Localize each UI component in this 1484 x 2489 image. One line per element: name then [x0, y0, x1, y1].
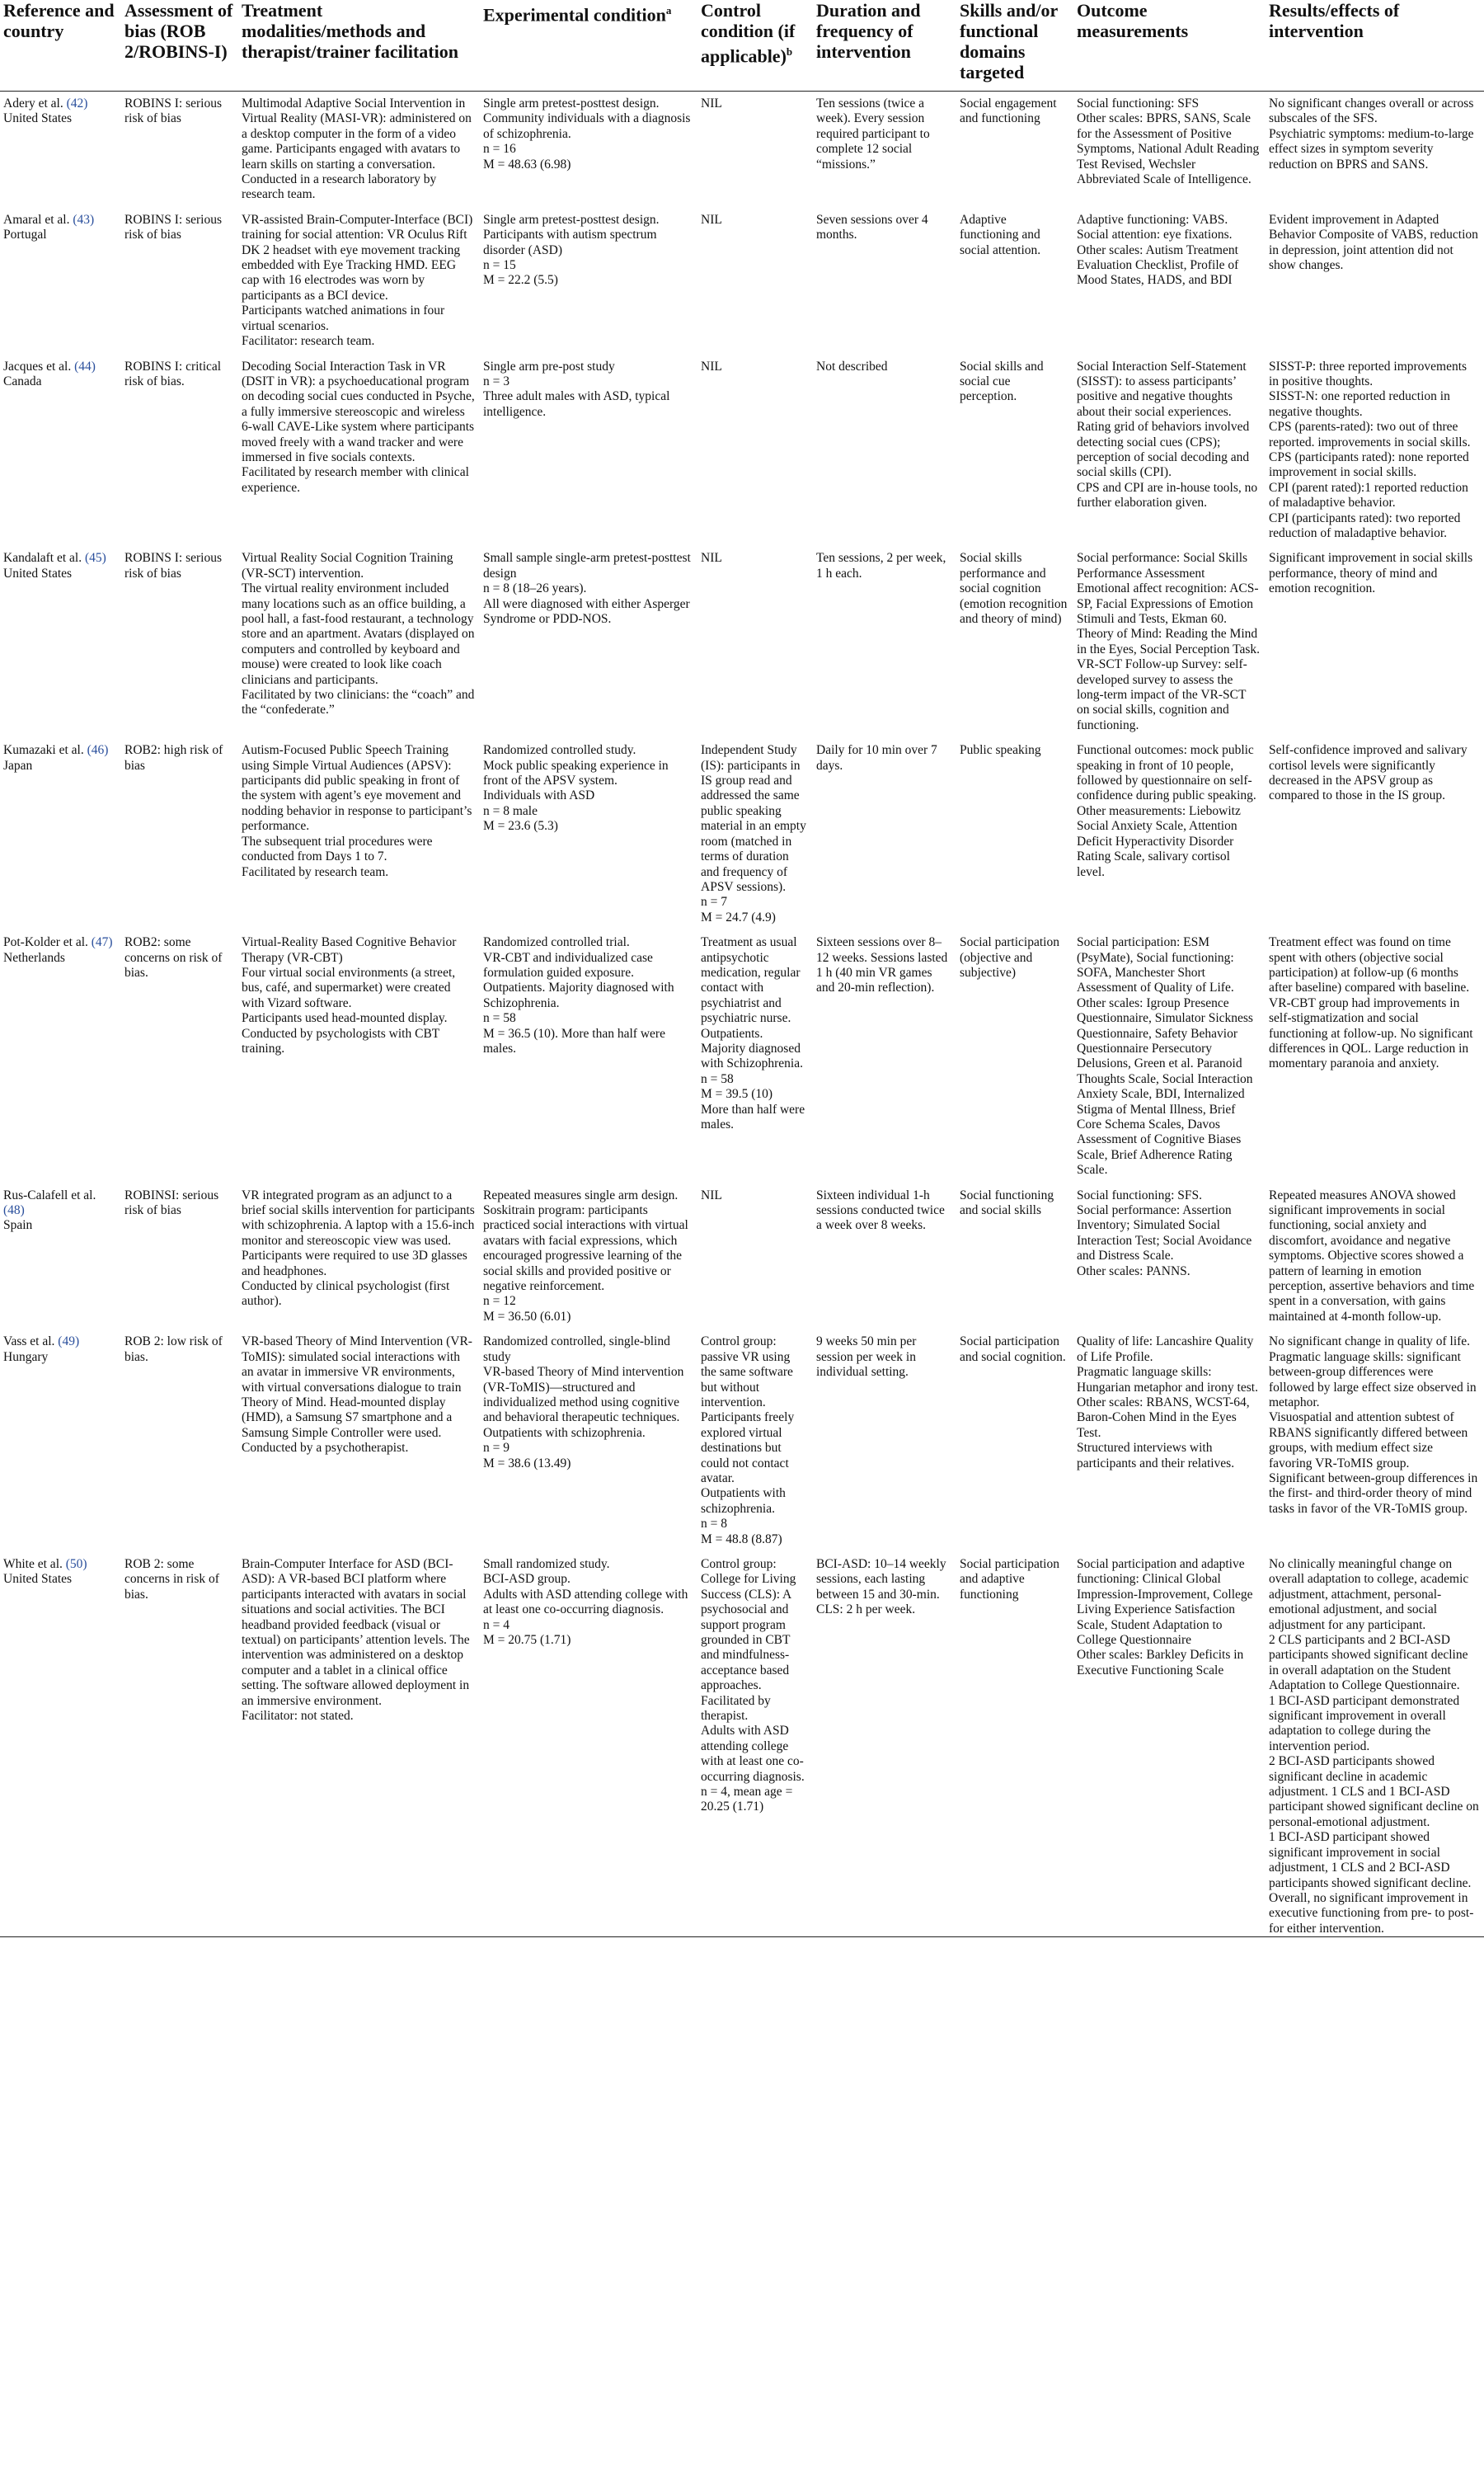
table-row	[0, 541, 1484, 733]
header-treatment-label: Treatment modalities/methods and therapist/trainer facilitation	[242, 0, 458, 62]
header-treatment	[238, 0, 480, 92]
cell-bias: ROBINS I: serious risk of bias	[124, 551, 222, 581]
cell-bias: ROB 2: some concerns in risk of bias.	[124, 1556, 219, 1602]
cell-control: Control group: passive VR using the same software but without intervention. Participants freely explored virtual destinations but could not contact avatar. Outpatients with schizophrenia. n = 8 M = 48.8 (8.87)	[701, 1334, 795, 1546]
cell-results: No significant change in quality of life. Pragmatic language skills: significant between-group differences were followed by large effect size observed in metaphor. Visuospatial and attention subtest of RBANS significantly differed between groups, with medium effect size favoring VR-ToMIS group. Significant between-group differences in the first- and third-order theory of mind tasks in favor of the VR-ToMIS group.	[1269, 1334, 1478, 1516]
header-bias-label: Assessment of bias (ROB 2/ROBINS-I)	[124, 0, 233, 62]
cell-experimental: Randomized controlled study. Mock public speaking experience in front of the APSV system. Individuals with ASD n = 8 male M = 23.6 (5.3)	[483, 743, 669, 834]
cell-outcome: Social functioning: SFS Other scales: BPRS, SANS, Scale for the Assessment of Positive Symptoms, National Adult Reading Test Revised, Wechsler Abbreviated Scale of Intelligence.	[1077, 96, 1260, 187]
table-row	[0, 350, 1484, 542]
cell-reference	[0, 203, 121, 350]
header-experimental	[480, 0, 697, 92]
header-skills	[956, 0, 1073, 92]
cell-reference	[0, 925, 121, 1179]
cell-treatment: Virtual Reality Social Cognition Training (VR-SCT) intervention. The virtual reality environment included many locations such as an office building, a pool hall, a fast-food restaurant, a technology store and an apartment. Avatars (displayed on computers and controlled by keyboard and mouse) were created to look like coach clinicians and participants. Facilitated by two clinicians: the “coach” and the “confederate.”	[242, 551, 475, 718]
cell-bias: ROB2: some concerns on risk of bias.	[124, 935, 223, 980]
cell-experimental: Small randomized study. BCI-ASD group. Adults with ASD attending college with at least one co-occurring diagnosis. n = 4 M = 20.75 (1.71)	[483, 1556, 688, 1647]
reference-country: United States	[3, 111, 73, 126]
cell-outcome: Social performance: Social Skills Performance Assessment Emotional affect recognition: ACS-SP, Facial Expressions of Emotion Stimuli and Tests, Ekman 60. Theory of Mind: Reading the Mind in the Eyes, Social Perception Task. VR-SCT Follow-up Survey: self-developed survey to assess the long-term impact of the VR-SCT on social skills, cognition and functioning.	[1077, 551, 1261, 732]
cell-results: No significant changes overall or across subscales of the SFS. Psychiatric symptoms: medium-to-large effect sizes in symptom severity reduction on BPRS and SANS.	[1269, 96, 1474, 172]
cell-duration: Ten sessions, 2 per week, 1 h each.	[816, 551, 946, 581]
cell-skills: Social participation (objective and subjective)	[960, 935, 1059, 980]
header-control	[697, 0, 813, 92]
table-row	[0, 733, 1484, 925]
reference-author: Pot-Kolder et al.	[3, 935, 88, 950]
reference-link[interactable]: (43)	[73, 212, 95, 227]
reference-author: Adery et al.	[3, 96, 63, 111]
cell-control: NIL	[701, 1188, 722, 1202]
reference-link[interactable]: (46)	[87, 743, 109, 758]
cell-skills: Social participation and adaptive functioning	[960, 1556, 1059, 1602]
table-row	[0, 92, 1484, 203]
cell-outcome: Social participation and adaptive functioning: Clinical Global Impression-Improvement, College Living Experience Satisfaction Scale, Student Adaptation to College Questionnaire Other scales: Barkley Deficits in Executive Functioning Scale	[1077, 1556, 1253, 1677]
cell-results: SISST-P: three reported improvements in positive thoughts. SISST-N: one reported reduction in negative thoughts. CPS (parents-rated): two out of three reported. improvements in social skills. CPS (participants rated): none reported improvement in social skills. CPI (parent rated):1 reported reduction of maladaptive behavior. CPI (participants rated): two reported reduction of maladaptive behavior.	[1269, 359, 1471, 540]
cell-bias: ROBINS I: serious risk of bias	[124, 212, 222, 242]
cell-results: Self-confidence improved and salivary cortisol levels were significantly decreased in the APSV group as compared to those in the IS group.	[1269, 743, 1468, 803]
reference-country: Hungary	[3, 1349, 49, 1364]
cell-experimental: Small sample single-arm pretest-posttest design n = 8 (18–26 years). All were diagnosed with either Asperger Syndrome or PDD-NOS.	[483, 551, 691, 626]
cell-skills: Social skills and social cue perception.	[960, 359, 1044, 404]
cell-reference	[0, 92, 121, 203]
header-reference-label: Reference and country	[3, 0, 115, 41]
reference-link[interactable]: (48)	[3, 1203, 25, 1218]
cell-reference	[0, 350, 121, 542]
cell-duration: Not described	[816, 359, 888, 374]
cell-reference	[0, 1179, 121, 1325]
reference-country: Canada	[3, 374, 42, 388]
cell-reference	[0, 1324, 121, 1547]
cell-duration: BCI-ASD: 10–14 weekly sessions, each lasting between 15 and 30-min. CLS: 2 h per week.	[816, 1556, 946, 1617]
table-row	[0, 1324, 1484, 1547]
reference-author: Amaral et al.	[3, 212, 70, 227]
cell-results: Evident improvement in Adapted Behavior Composite of VABS, reduction in depression, joint attention did not show changes.	[1269, 212, 1478, 273]
reference-link[interactable]: (49)	[58, 1334, 80, 1349]
cell-experimental: Single arm pretest-posttest design. Community individuals with a diagnosis of schizophrenia. n = 16 M = 48.63 (6.98)	[483, 96, 691, 172]
reference-country: Spain	[3, 1218, 33, 1233]
cell-results: No clinically meaningful change on overall adaptation to college, academic adjustment, attachment, personal-emotional adjustment, and social adjustment for any participant. 2 CLS participants and 2 BCI-ASD participants showed significant decline in overall adaptation on the Student Adaptation to College Questionnaire. 1 BCI-ASD participant demonstrated significant improvement in overall adaptation to college during the intervention period. 2 BCI-ASD participants showed significant decline in academic adjustment. 1 CLS and 1 BCI-ASD participant showed significant decline on personal-emotional adjustment. 1 BCI-ASD participant showed significant improvement in social adjustment, 1 CLS and 2 BCI-ASD participants showed significant decline. Overall, no significant improvement in executive functioning from pre- to post- for either intervention.	[1269, 1556, 1479, 1936]
cell-control: NIL	[701, 96, 722, 111]
cell-results: Significant improvement in social skills performance, theory of mind and emotion recognition.	[1269, 551, 1473, 596]
cell-skills: Social functioning and social skills	[960, 1188, 1054, 1218]
cell-control: NIL	[701, 359, 722, 374]
cell-skills: Social skills performance and social cognition (emotion recognition and theory of mind)	[960, 551, 1068, 626]
cell-control: NIL	[701, 212, 722, 227]
cell-experimental: Repeated measures single arm design. Soskitrain program: participants practiced social interactions with virtual avatars with facial expressions, which encouraged progressive learning of the social skills and provided positive or negative reinforcement. n = 12 M = 36.50 (6.01)	[483, 1188, 688, 1324]
cell-treatment: Autism-Focused Public Speech Training using Simple Virtual Audiences (APSV): participants did public speaking in front of the system with agent’s eye movement and nodding behavior in response to participant’s performance. The subsequent trial procedures were conducted from Days 1 to 7. Facilitated by research team.	[242, 743, 472, 879]
cell-treatment: Multimodal Adaptive Social Intervention in Virtual Reality (MASI-VR): administered on a desktop computer in the form of a video game. Participants engaged with avatars to learn skills on starting a conversation. Conducted in a research laboratory by research team.	[242, 96, 472, 202]
header-experimental-label: Experimental condition	[483, 4, 666, 26]
cell-control: Control group: College for Living Success (CLS): A psychosocial and support program grounded in CBT and mindfulness-acceptance based approaches. Facilitated by therapist. Adults with ASD attending college with at least one co-occurring diagnosis. n = 4, mean age = 20.25 (1.71)	[701, 1556, 805, 1814]
reference-author: Kumazaki et al.	[3, 743, 84, 758]
cell-experimental: Randomized controlled, single-blind study VR-based Theory of Mind intervention (VR-ToMIS)—structured and individualized method using cognitive and behavioral therapeutic techniques. Outpatients with schizophrenia. n = 9 M = 38.6 (13.49)	[483, 1334, 684, 1470]
reference-country: United States	[3, 1572, 73, 1587]
cell-control: Treatment as usual antipsychotic medication, regular contact with psychiatrist and psychiatric nurse. Outpatients. Majority diagnosed with Schizophrenia. n = 58 M = 39.5 (10) More than half were males.	[701, 935, 805, 1132]
cell-results: Treatment effect was found on time spent with others (objective social participation) at follow-up (6 months after baseline) compared with baseline. VR-CBT group had improvements in self-stigmatization and social functioning at follow-up. No significant differences in QOL. Large reduction in momentary paranoia and anxiety.	[1269, 935, 1473, 1071]
table-row	[0, 925, 1484, 1179]
cell-bias: ROB2: high risk of bias	[124, 743, 223, 773]
reference-country: Netherlands	[3, 950, 65, 965]
cell-skills: Adaptive functioning and social attention.	[960, 212, 1041, 257]
table-header	[0, 0, 1484, 92]
cell-bias: ROBINSI: serious risk of bias	[124, 1188, 219, 1218]
bottom-rule-row	[0, 1937, 1484, 1938]
cell-duration: 9 weeks 50 min per session per week in individual setting.	[816, 1334, 917, 1380]
cell-skills: Social engagement and functioning	[960, 96, 1057, 126]
header-reference	[0, 0, 121, 92]
cell-bias: ROBINS I: critical risk of bias.	[124, 359, 222, 388]
cell-control: Independent Study (IS): participants in IS group read and addressed the same public speaking material in an empty room (matched in terms of duration and frequency of APSV sessions). n = 7 M = 24.7 (4.9)	[701, 743, 806, 925]
cell-bias: ROBINS I: serious risk of bias	[124, 96, 222, 126]
cell-reference	[0, 541, 121, 733]
cell-outcome: Functional outcomes: mock public speaking in front of 10 people, followed by questionnaire on self-confidence during public speaking. Other measurements: Liebowitz Social Anxiety Scale, Attention Deficit Hyperactivity Disorder Rating Scale, salivary cortisol level.	[1077, 743, 1256, 879]
reference-link[interactable]: (44)	[74, 359, 96, 374]
cell-skills: Social participation and social cognition.	[960, 1334, 1066, 1364]
cell-skills: Public speaking	[960, 743, 1041, 758]
cell-treatment: VR-based Theory of Mind Intervention (VR-ToMIS): simulated social interactions with an avatar in immersive VR environments, with virtual conversations dialogue to train Theory of Mind. Head-mounted display (HMD), a Samsung S7 smartphone and a Samsung Simple Controller were used. Conducted by a psychotherapist.	[242, 1334, 472, 1456]
cell-treatment: Brain-Computer Interface for ASD (BCI-ASD): A VR-based BCI platform where participants interacted with avatars in social situations and social activities. The BCI headband provided feedback (visual or textual) on participants’ attention levels. The intervention was administered on a desktop computer and a tablet in a clinical office setting. The software allowed deployment in an immersive environment. Facilitator: not stated.	[242, 1556, 470, 1724]
header-results-label: Results/effects of intervention	[1269, 0, 1400, 41]
header-skills-label: Skills and/or functional domains targeted	[960, 0, 1058, 82]
reference-author: Vass et al.	[3, 1334, 55, 1349]
cell-duration: Sixteen sessions over 8–12 weeks. Sessions lasted 1 h (40 min VR games and 20-min reflection).	[816, 935, 948, 995]
reference-link[interactable]: (50)	[65, 1556, 87, 1571]
header-duration	[813, 0, 956, 92]
reference-author: Kandalaft et al.	[3, 551, 82, 566]
cell-treatment: VR integrated program as an adjunct to a brief social skills intervention for participants with schizophrenia. A laptop with a 15.6-inch monitor and stereoscopic view was used. Participants were required to use 3D glasses and headphones. Conducted by clinical psychologist (first author).	[242, 1188, 475, 1309]
reference-author: Jacques et al.	[3, 359, 72, 374]
reference-author: White et al.	[3, 1556, 63, 1571]
reference-country: Japan	[3, 758, 33, 773]
footnote-marker-a: a	[665, 4, 672, 16]
cell-treatment: Decoding Social Interaction Task in VR (DSIT in VR): a psychoeducational program on decoding social cues conducted in Psyche, a fully immersive stereoscopic and wireless 6-wall CAVE-Like system where participants moved freely with a wand tracker and were immersed in five socials contexts. Facilitated by research member with clinical experience.	[242, 359, 475, 495]
header-results	[1266, 0, 1484, 92]
cell-reference	[0, 733, 121, 925]
header-row	[0, 0, 1484, 92]
cell-outcome: Social functioning: SFS. Social performance: Assertion Inventory; Simulated Social Interaction Test; Social Avoidance and Distress Scale. Other scales: PANNS.	[1077, 1188, 1252, 1278]
reference-link[interactable]: (47)	[91, 935, 113, 950]
table-row	[0, 1547, 1484, 1937]
cell-bias: ROB 2: low risk of bias.	[124, 1334, 223, 1364]
cell-control: NIL	[701, 551, 722, 566]
header-outcome-label: Outcome measurements	[1077, 0, 1189, 41]
cell-treatment: VR-assisted Brain-Computer-Interface (BCI) training for social attention: VR Oculus Rift DK 2 headset with eye movement tracking embedded with Eye Tracking HMD. EEG cap with 16 electrodes was worn by participants as a BCI device. Participants watched animations in four virtual scenarios. Facilitator: research team.	[242, 212, 473, 349]
cell-experimental: Single arm pretest-posttest design. Participants with autism spectrum disorder (ASD) n = 15 M = 22.2 (5.5)	[483, 212, 660, 288]
reference-author: Rus-Calafell et al.	[3, 1188, 96, 1202]
footnote-marker-b: b	[786, 45, 793, 58]
cell-outcome: Social participation: ESM (PsyMate), Social functioning: SOFA, Manchester Short Assessment of Quality of Life. Other scales: Igroup Presence Questionnaire, Simulator Sickness Questionnaire, Safety Behavior Questionnaire Persecutory Delusions, Green et al. Paranoid Thoughts Scale, Social Interaction Anxiety Scale, BDI, Internalized Stigma of Mental Illness, Brief Core Schema Scales, Davos Assessment of Cognitive Biases Scale, Brief Adherence Rating Scale.	[1077, 935, 1253, 1178]
reference-link[interactable]: (45)	[84, 551, 106, 566]
cell-outcome: Adaptive functioning: VABS. Social attention: eye fixations. Other scales: Autism Treatment Evaluation Checklist, Profile of Mood States, HADS, and BDI	[1077, 212, 1239, 288]
cell-duration: Ten sessions (twice a week). Every session required participant to complete 12 social “missions.”	[816, 96, 930, 172]
cell-treatment: Virtual-Reality Based Cognitive Behavior Therapy (VR-CBT) Four virtual social environments (a street, bus, café, and supermarket) were created with Vizard software. Participants used head-mounted display. Conducted by psychologists with CBT training.	[242, 935, 457, 1056]
reference-country: United States	[3, 566, 73, 581]
cell-outcome: Quality of life: Lancashire Quality of Life Profile. Pragmatic language skills: Hungarian metaphor and irony test. Other scales: RBANS, WCST-64, Baron-Cohen Mind in the Eyes Test. Structured interviews with participants and their relatives.	[1077, 1334, 1258, 1470]
reference-country: Portugal	[3, 228, 47, 242]
bottom-rule	[0, 1937, 1484, 1938]
cell-outcome: Social Interaction Self-Statement (SISST): to assess participants’ positive and negative thoughts about their social experiences. Rating grid of behaviors involved detecting social cues (CPS); perception of social decoding and social skills (CPI). CPS and CPI are in-house tools, no further elaboration given.	[1077, 359, 1258, 511]
cell-duration: Sixteen individual 1-h sessions conducted twice a week over 8 weeks.	[816, 1188, 945, 1233]
header-duration-label: Duration and frequency of intervention	[816, 0, 921, 62]
header-control-label: Control condition (if applicable)	[701, 0, 796, 67]
cell-experimental: Randomized controlled trial. VR-CBT and individualized case formulation guided exposure. Outpatients. Majority diagnosed with Schizophrenia. n = 58 M = 36.5 (10). More than half were males.	[483, 935, 674, 1056]
table-row	[0, 203, 1484, 350]
cell-results: Repeated measures ANOVA showed significant improvements in social functioning, social anxiety and discomfort, avoidance and negative symptoms. Objective scores showed a pattern of learning in emotion perception, assertive behaviors and time spent in a conversation, with gains maintained at 4-month follow-up.	[1269, 1188, 1475, 1324]
cell-duration: Seven sessions over 4 months.	[816, 212, 928, 242]
header-outcome	[1073, 0, 1266, 92]
cell-duration: Daily for 10 min over 7 days.	[816, 743, 937, 773]
header-bias	[121, 0, 238, 92]
table-body	[0, 92, 1484, 1937]
reference-link[interactable]: (42)	[66, 96, 88, 111]
cell-experimental: Single arm pre-post study n = 3 Three adult males with ASD, typical intelligence.	[483, 359, 670, 419]
table-row	[0, 1179, 1484, 1325]
cell-reference	[0, 1547, 121, 1937]
